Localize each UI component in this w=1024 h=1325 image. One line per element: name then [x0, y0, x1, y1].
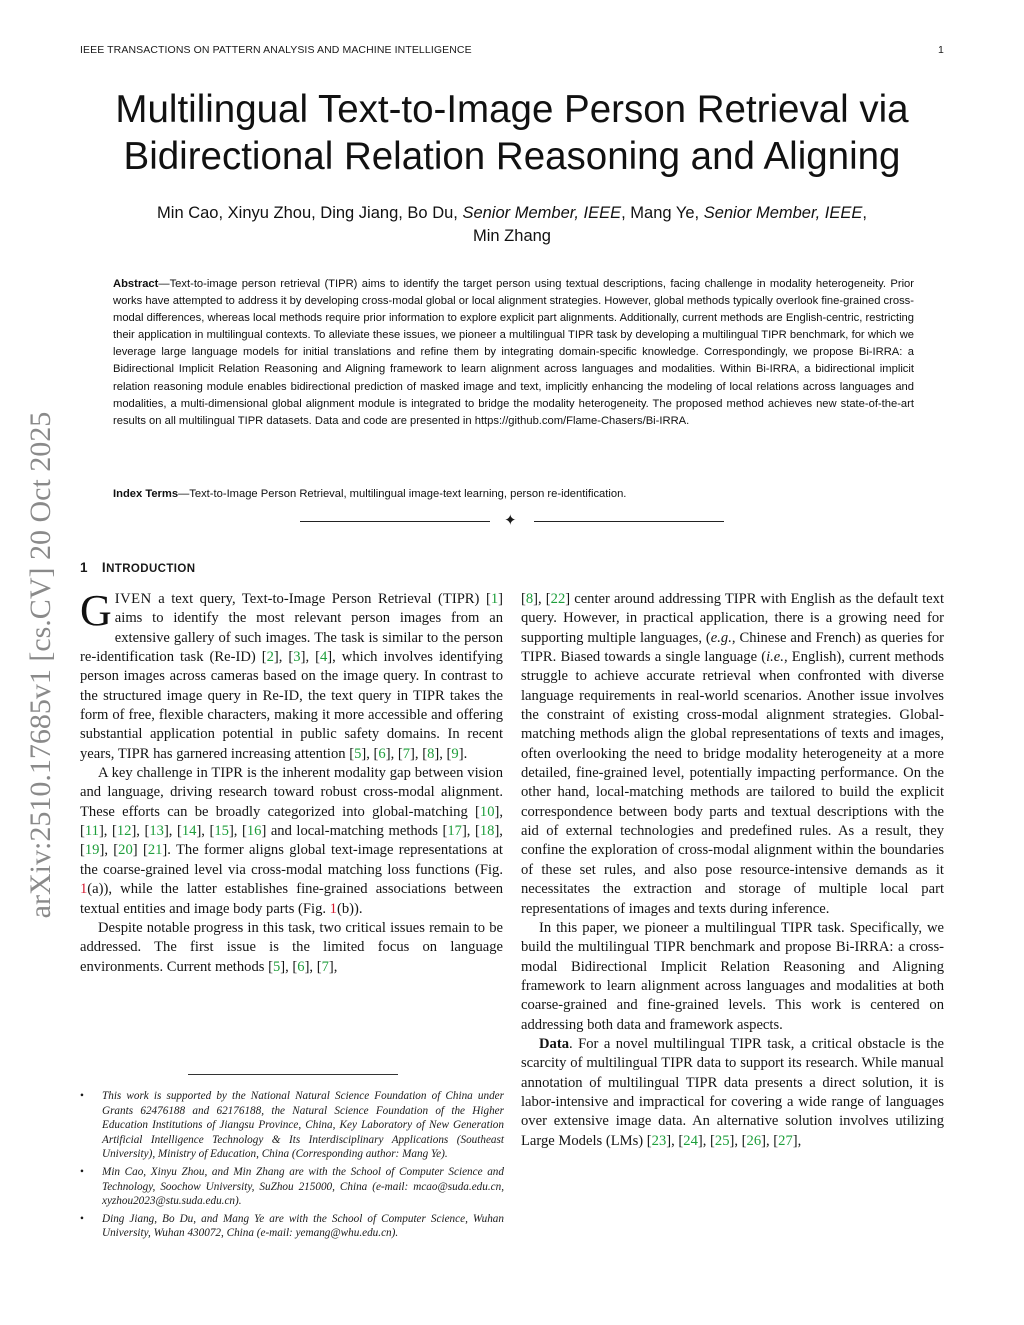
text-run: ], [ — [228, 823, 247, 840]
text-run: ], — [792, 1132, 802, 1149]
index-terms — [113, 486, 914, 503]
citation-link[interactable]: 5 — [354, 745, 362, 762]
title-line-1: Multilingual Text-to-Image Person Retrieval via — [115, 88, 909, 131]
text-run: ], [ — [361, 745, 379, 762]
paragraph-5: In this paper, we pioneer a multilingual TIPR task. Specifically, we build the multilingual TIPR benchmark and propose Bi-IRRA: a cross-modal Bidirectional Implicit Relation Reasoning and Aligning framework to learn alignment across languages and modalities at both coarse-grained and fine-grained levels. This work is centered on addressing both data and framework aspects. — [521, 919, 944, 1033]
citation-link[interactable]: 11 — [84, 823, 99, 840]
footnote-rule — [188, 1074, 398, 1075]
smallcaps-lead: IVEN — [114, 591, 152, 607]
authors-group-1: Min Cao, Xinyu Zhou, Ding Jiang, Bo Du, — [157, 204, 463, 222]
divider-star-icon: ✦ — [504, 513, 517, 529]
citation-link[interactable]: 24 — [683, 1132, 698, 1149]
citation-link[interactable]: 27 — [778, 1132, 793, 1149]
text-run: ], [ — [98, 823, 117, 840]
citation-link[interactable]: 16 — [246, 823, 262, 840]
title-line-2: Bidirectional Relation Reasoning and Aligning — [123, 135, 901, 178]
citation-link[interactable]: 13 — [149, 823, 164, 840]
citation-link[interactable]: 7 — [321, 958, 329, 975]
citation-link[interactable]: 21 — [147, 842, 163, 859]
citation-link[interactable]: 25 — [714, 1132, 730, 1149]
text-run: ], [ — [729, 1132, 747, 1149]
footnote-item — [80, 1089, 504, 1162]
text-run: (a)), while the latter establishes fine-grained associations between textual entities and image body parts (Fig. — [80, 881, 503, 917]
drop-cap: G — [80, 586, 112, 635]
citation-link[interactable]: 8 — [525, 591, 534, 607]
text-run: ], [ — [533, 591, 551, 607]
section-number: 1 — [80, 560, 88, 575]
text-run: ], [ — [163, 823, 182, 840]
text-run: ], [ — [761, 1132, 779, 1149]
text-run: (b)). — [336, 900, 363, 917]
divider-rule-left — [300, 521, 490, 522]
text-run-italic: e.g. — [710, 629, 732, 646]
bullet-icon: • — [80, 1090, 84, 1102]
citation-link[interactable]: 26 — [746, 1132, 762, 1149]
section-divider — [300, 512, 724, 532]
text-run: . For a novel multilingual TIPR task, a critical obstacle is the scarcity of multilingual TIPR data to support its research. While manual annotation of multilingual TIPR data presents a direct solution, it is labor-intensive and impractical for covering a wide range of languages over extensive image data. An alternative solution involves utilizing Large Models (LMs) [ — [521, 1035, 944, 1149]
bullet-icon: • — [80, 1212, 84, 1225]
paragraph-1 — [80, 586, 503, 764]
section-title-rest: NTRODUCTION — [106, 563, 196, 575]
text-run: , Chinese and French) as queries for TIPR. Biased towards a single language ( — [521, 629, 944, 666]
text-run: ], which involves identifying person images across cameras based on the image query. In contrast to the structured image query in Re-ID, the text query in TIPR takes the form of free, flexible characters, making it more accessible and offering substantial application potential in public safety domains. In recent years, TIPR has garnered increasing attention [ — [80, 649, 503, 762]
text-run: ], [ — [131, 823, 150, 840]
citation-link[interactable]: 23 — [651, 1132, 667, 1149]
citation-link[interactable]: 12 — [116, 823, 132, 840]
text-run: [ — [521, 591, 526, 607]
text-run: ], [ — [666, 1132, 684, 1149]
text-run: ]. The former aligns global text-image representations at the coarse-grained level via cross-modal matching loss functions (Fig. — [80, 842, 503, 878]
abstract-label: Abstract — [113, 278, 159, 290]
citation-link[interactable]: 2 — [266, 649, 274, 666]
text-run: ] aims to identify the most relevant person images from an extensive gallery of such images. The task is similar to the person re-identification task (Re-ID) [ — [80, 591, 503, 666]
citation-link[interactable]: 18 — [479, 823, 495, 840]
citation-link[interactable]: 3 — [293, 649, 301, 666]
footnote-item — [80, 1212, 504, 1241]
body-column-left — [80, 586, 503, 977]
index-terms-text: —Text-to-Image Person Retrieval, multilingual image-text learning, person re-identification. — [178, 488, 627, 500]
paragraph-4 — [521, 590, 944, 919]
citation-link[interactable]: 8 — [427, 745, 435, 762]
citation-link[interactable]: 14 — [181, 823, 197, 840]
text-run: ] and local-matching methods [ — [261, 823, 448, 840]
citation-link[interactable]: 4 — [319, 649, 328, 666]
citation-link[interactable]: 9 — [451, 745, 459, 762]
author-membership-2: Senior Member, IEEE — [703, 204, 863, 222]
text-run: ], [ — [196, 823, 215, 840]
text-run: ] center around addressing TIPR with English as the default text query. However, in practical application, there is a growing need for supporting multiple languages, ( — [521, 591, 944, 646]
paragraph-6 — [521, 1035, 944, 1151]
text-run: , English), current methods struggle to achieve accurate retrieval when confronted with diverse language requirements in real-world scenarios. Another issue involves the constraint of existing cross-modal alignment strategies. Global-matching methods align the global representations of texts and images, often overlooking the need to bridge modality heterogeneity at a more detailed, fine-grained level, potentially impacting performance. On the other hand, local-matching methods are tailored to build the explicit correspondence between body parts and textual descriptions with the aid of external technologies and predefined rules. As a result, they confine the exploration of cross-modal alignment within the boundaries of these set rules, and also pose resource-intensive demands as it necessitates the extraction and storage of multiple local part representations of images and texts during inference. — [521, 649, 944, 917]
figure-link[interactable]: 1 — [80, 881, 88, 898]
body-column-right — [521, 590, 944, 1151]
author-line-1 — [60, 202, 964, 225]
text-run: ], [ — [304, 958, 322, 975]
arxiv-identifier: arXiv:2510.17685v1 [cs.CV] 20 Oct 2025 — [24, 411, 57, 919]
text-run: ], [ — [300, 649, 320, 666]
footnote-text: This work is supported by the National Natural Science Foundation of China under Grants 62476188 and 62176188, the Natural Science Foundation of the Higher Education Institutions of Jiangsu Province, China, Key Laboratory of New Generation Artificial Intelligence Technology & Its Interdisciplinary Applications (Southeast University), Ministry of Education, China (Corresponding author: Mang Ye). — [102, 1090, 504, 1161]
text-run: ], [ — [385, 745, 403, 762]
text-run: ], — [328, 958, 338, 975]
text-run: A key challenge in TIPR is the inherent modality gap between vision and language, driving research toward robust cross-modal alignment. These efforts can be broadly categorized into global-matching [ — [80, 765, 503, 820]
citation-link[interactable]: 1 — [490, 591, 499, 607]
citation-link[interactable]: 20 — [118, 842, 133, 859]
paragraph-2 — [80, 764, 503, 919]
footnote-text: Ding Jiang, Bo Du, and Mang Ye are with the School of Computer Science, Wuhan University, Wuhan 430072, China (e-mail: yemang@whu.edu.cn). — [102, 1212, 504, 1240]
text-run: ] [ — [132, 842, 148, 859]
section-title-initial: I — [101, 560, 107, 575]
author-membership-1: Senior Member, IEEE — [462, 204, 622, 222]
paragraph-label-data: Data — [539, 1035, 569, 1052]
text-run-italic: i.e. — [766, 649, 784, 666]
text-run: ], [ — [434, 745, 452, 762]
paragraph-3 — [80, 919, 503, 977]
text-run: ], [ — [410, 745, 428, 762]
text-run: ], [ — [697, 1132, 715, 1149]
citation-link[interactable]: 19 — [84, 842, 100, 859]
text-run: ], [ — [280, 958, 298, 975]
divider-rule-right — [534, 521, 724, 522]
text-run: ], [ — [80, 803, 503, 840]
footnotes — [80, 1089, 504, 1244]
citation-link[interactable]: 6 — [297, 958, 305, 975]
footnote-text: Min Cao, Xinyu Zhou, and Min Zhang are with the School of Computer Science and Technology, Soochow University, SuZhou 215000, China (e-mail: mcao@suda.edu.cn, xyzhou2023@stu.suda.edu.cn). — [102, 1165, 504, 1208]
citation-link[interactable]: 10 — [479, 803, 495, 820]
abstract — [113, 276, 914, 430]
author-line-2: Min Zhang — [473, 227, 551, 245]
figure-link[interactable]: 1 — [329, 900, 337, 917]
citation-link[interactable]: 7 — [402, 745, 411, 762]
citation-link[interactable]: 22 — [550, 591, 566, 607]
citation-link[interactable]: 5 — [272, 958, 281, 975]
citation-link[interactable]: 6 — [378, 745, 386, 762]
running-header — [80, 44, 944, 60]
journal-name: IEEE TRANSACTIONS ON PATTERN ANALYSIS AND MACHINE INTELLIGENCE — [80, 44, 472, 56]
index-terms-label: Index Terms — [113, 488, 179, 500]
text-run: ], [ — [80, 823, 503, 859]
arxiv-stamp — [20, 370, 62, 960]
footnote-item — [80, 1165, 504, 1209]
citation-link[interactable]: 17 — [447, 823, 462, 840]
bullet-icon: • — [80, 1165, 84, 1178]
paper-title — [40, 86, 984, 180]
authors-group-2: , Mang Ye, — [621, 204, 704, 222]
citation-link[interactable]: 15 — [214, 823, 229, 840]
text-run: ], [ — [273, 649, 294, 666]
author-list — [60, 202, 964, 248]
text-run: Despite notable progress in this task, two critical issues remain to be addressed. The first issue is the limited focus on language environments. Current methods [ — [80, 919, 503, 975]
authors-group-3: , — [862, 204, 867, 222]
text-run: ], [ — [99, 842, 119, 859]
text-run: a text query, Text-to-Image Person Retrieval (TIPR) [ — [151, 591, 491, 607]
text-run: ], [ — [461, 823, 480, 840]
section-heading-introduction — [80, 560, 195, 575]
text-run: ]. — [458, 745, 468, 762]
abstract-text: —Text-to-image person retrieval (TIPR) aims to identify the target person using textual descriptions, facing challenge in modality heterogeneity. Prior works have attempted to address it by developing cross-modal global or local alignment strategies. However, global methods typically overlook fine-grained cross-modal differences, whereas local methods require prior information to explore explicit part alignments. Additionally, current methods are English-centric, restricting their application in multilingual contexts. To alleviate these issues, we pioneer a multilingual TIPR task by developing a multilingual TIPR benchmark, for which we leverage large language models for initial translations and refine them by integrating domain-specific knowledge. Correspondingly, we propose Bi-IRRA: a Bidirectional Implicit Relation Reasoning and Aligning framework to learn alignment across languages and modalities. Within Bi-IRRA, a bidirectional implicit relation reasoning module enables bidirectional prediction of masked image and text, implicitly enhancing the modeling of local relations across languages and modalities, a multi-dimensional global alignment module is integrated to bridge the modality heterogeneity. The proposed method achieves new state-of-the-art results on all multilingual TIPR datasets. Data and code are presented in https://github.com/Flame-Chasers/Bi-IRRA. — [113, 278, 914, 427]
page-number: 1 — [938, 44, 944, 56]
